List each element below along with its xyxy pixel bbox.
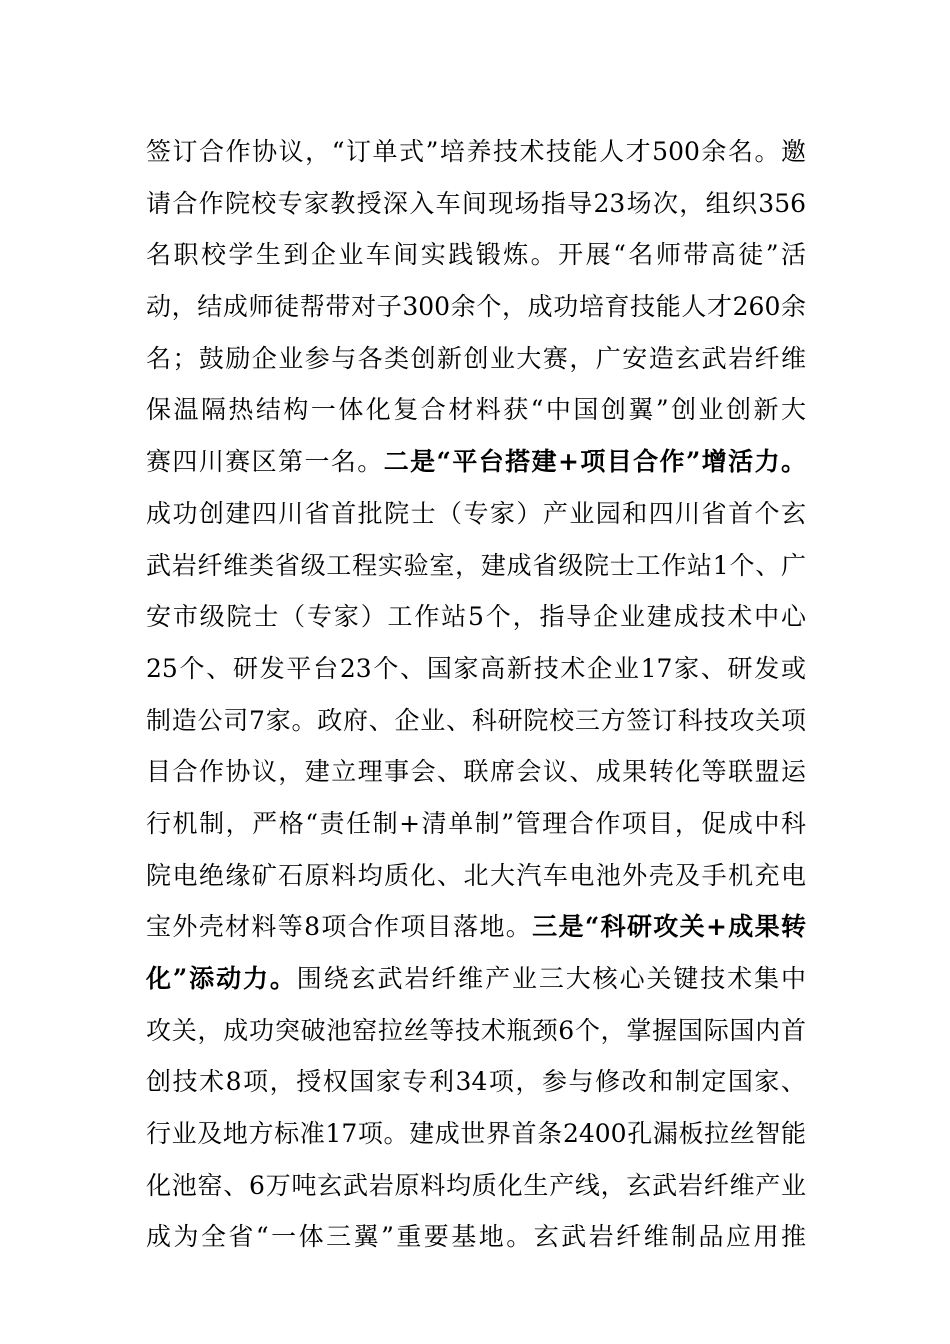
section-heading: 化”添动力。	[146, 964, 297, 993]
text-line	[146, 643, 806, 695]
text-line	[146, 1056, 806, 1108]
text-run: 成功创建四川省首批院士（专家）产业园和四川省首个玄	[146, 498, 806, 528]
text-run: 保温隔热结构一体化复合材料获“中国创翼”创业创新大	[146, 395, 806, 425]
text-line	[146, 229, 806, 281]
text-line	[146, 591, 806, 643]
section-heading: 三是“科研攻关+成果转	[532, 912, 806, 942]
text-line	[146, 901, 806, 953]
text-run: 赛四川赛区第一名。	[146, 447, 384, 477]
text-run: 行业及地方标准17项。建成世界首条2400孔漏板拉丝智能	[146, 1119, 806, 1149]
text-line	[146, 384, 806, 436]
text-run: 化池窑、6万吨玄武岩原料均质化生产线，玄武岩纤维产业	[146, 1170, 806, 1200]
text-run: 签订合作协议，“订单式”培养技术技能人才500余名。邀	[146, 137, 806, 166]
text-line	[146, 1211, 806, 1263]
text-line	[146, 1160, 806, 1212]
text-run: 院电绝缘矿石原料均质化、北大汽车电池外壳及手机充电	[146, 860, 806, 890]
text-line	[146, 798, 806, 850]
text-run: 围绕玄武岩纤维产业三大核心关键技术集中	[296, 964, 806, 993]
text-run: 动，结成师徒帮带对子300余个，成功培育技能人才260余	[146, 292, 806, 322]
text-line	[146, 333, 806, 385]
section-heading: 二是“平台搭建+项目合作”增活力。	[383, 447, 806, 477]
text-line	[146, 436, 806, 488]
text-line	[146, 281, 806, 333]
text-run: 武岩纤维类省级工程实验室，建成省级院士工作站1个、广	[146, 550, 806, 580]
document-body	[146, 126, 806, 1263]
text-line	[146, 850, 806, 902]
text-run: 宝外壳材料等8项合作项目落地。	[146, 912, 533, 942]
text-run: 25个、研发平台23个、国家高新技术企业17家、研发或	[146, 653, 806, 683]
text-line	[146, 178, 806, 230]
text-line	[146, 1108, 806, 1160]
text-run: 名；鼓励企业参与各类创新创业大赛，广安造玄武岩纤维	[146, 343, 806, 373]
text-run: 行机制，严格“责任制+清单制”管理合作项目，促成中科	[146, 808, 806, 838]
text-run: 安市级院士（专家）工作站5个，指导企业建成技术中心	[146, 602, 806, 632]
text-line	[146, 126, 806, 178]
text-run: 请合作院校专家教授深入车间现场指导23场次，组织356	[146, 188, 806, 218]
text-line	[146, 540, 806, 592]
text-run: 成为全省“一体三翼”重要基地。玄武岩纤维制品应用推	[146, 1222, 806, 1252]
text-line	[146, 488, 806, 540]
text-run: 制造公司7家。政府、企业、科研院校三方签订科技攻关项	[146, 705, 806, 735]
text-line	[146, 695, 806, 747]
text-run: 创技术8项，授权国家专利34项，参与修改和制定国家、	[146, 1067, 806, 1097]
text-run: 名职校学生到企业车间实践锻炼。开展“名师带高徒”活	[146, 240, 806, 270]
text-line	[146, 1005, 806, 1057]
text-line	[146, 953, 806, 1005]
text-run: 目合作协议，建立理事会、联席会议、成果转化等联盟运	[146, 757, 806, 787]
text-line	[146, 746, 806, 798]
text-run: 攻关，成功突破池窑拉丝等技术瓶颈6个，掌握国际国内首	[146, 1015, 806, 1045]
